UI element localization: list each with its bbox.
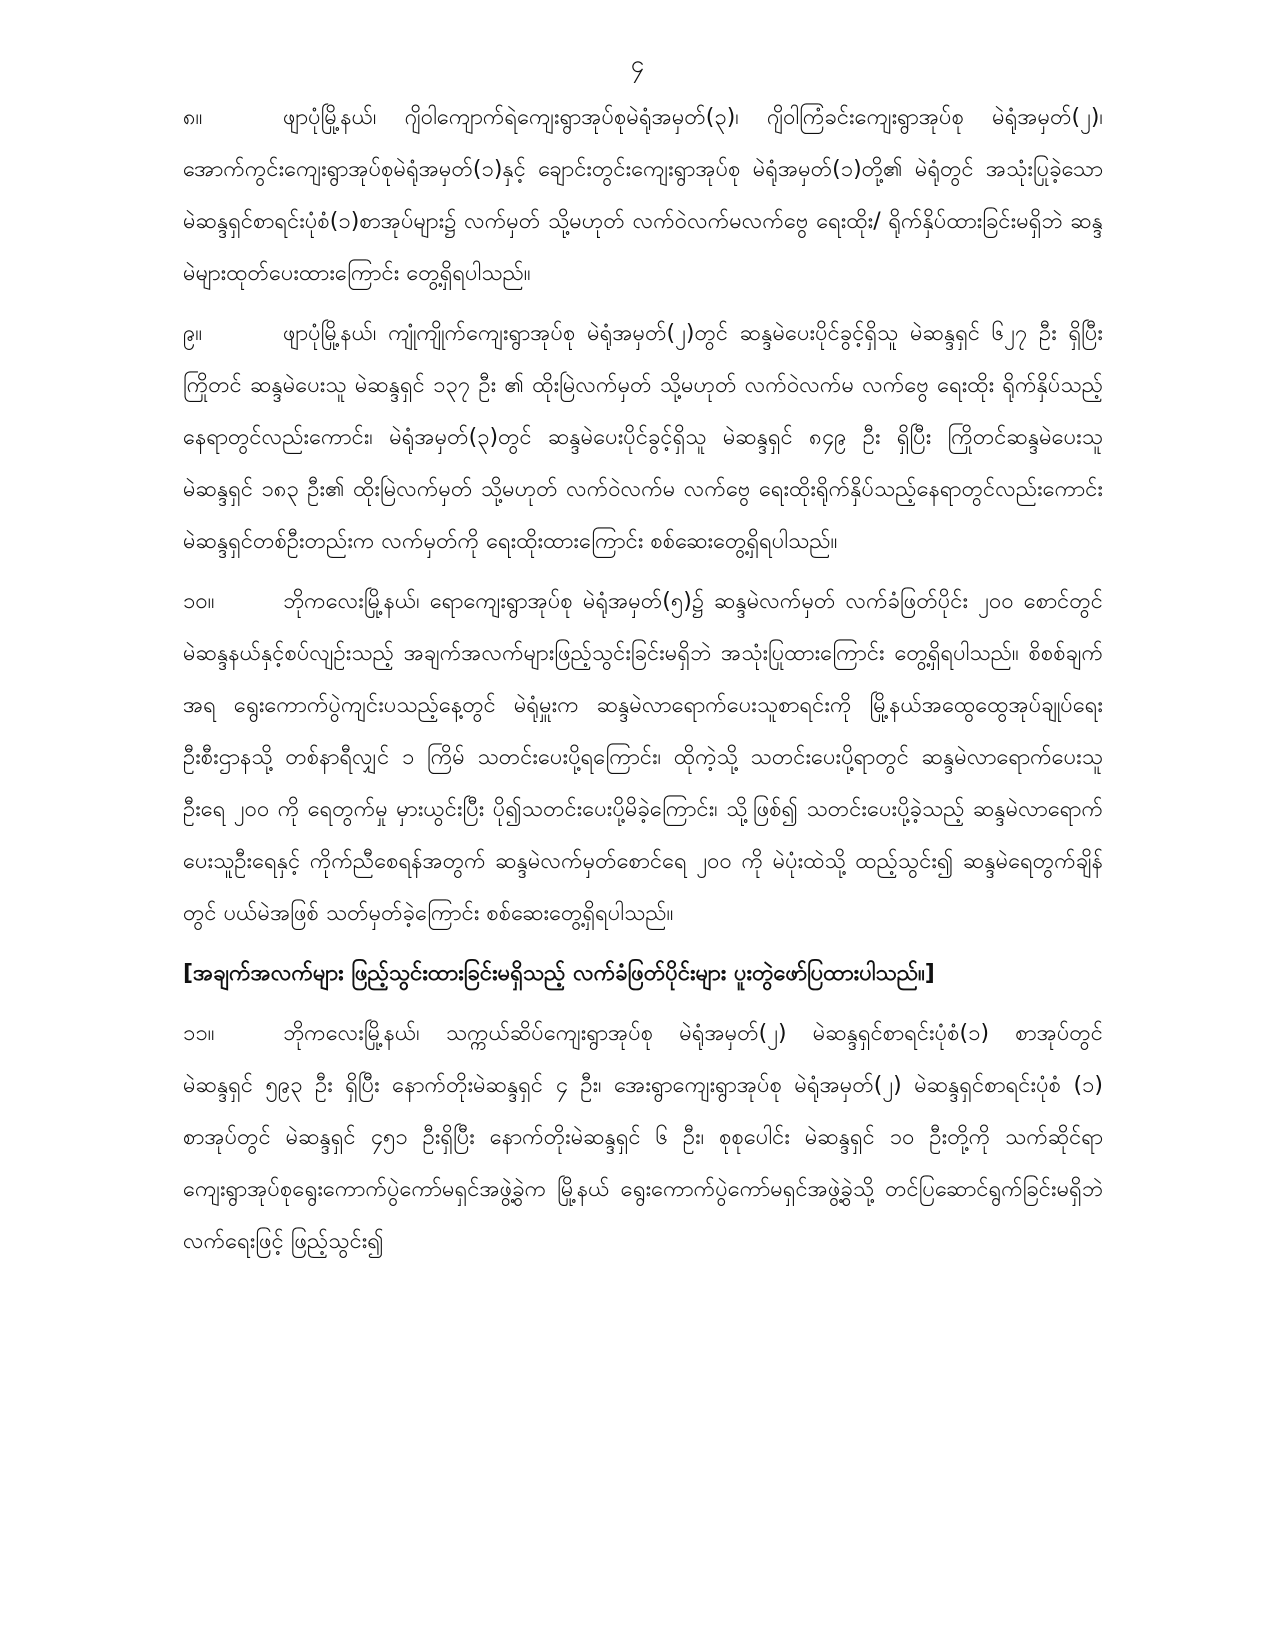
paragraph-text: ဘိုကလေးမြို့နယ်၊ ရောကျေးရွာအုပ်စု မဲရုံအမှတ်(၅)၌ ဆန္ဒမဲလက်မှတ် လက်ခံဖြတ်ပိုင်း ၂၀၀ စောင်တွင် မဲဆန္ဒနယ်နှင့်စပ်လျဉ်းသည့် အချက်အလက်များဖြည့်သွင်းခြင်းမရှိဘဲ အသုံးပြုထားကြောင်း တွေ့ရှိရပါသည်။ စိစစ်ချက်အရ ရွေးကောက်ပွဲကျင်းပသည့်နေ့တွင် မဲရုံမှူးက ဆန္ဒမဲလာရောက်ပေးသူစာရင်းကို မြို့နယ်အထွေထွေအုပ်ချုပ်ရေးဦးစီးဌာနသို့ တစ်နာရီလျှင် ၁ ကြိမ် သတင်းပေးပို့ရကြောင်း၊ ထိုကဲ့သို့ သတင်းပေးပို့ရာတွင် ဆန္ဒမဲလာရောက်ပေးသူ ဦးရေ ၂၀၀ ကို ရေတွက်မှု မှားယွင်းပြီး ပို၍သတင်းပေးပို့မိခဲ့ကြောင်း၊ သို့ဖြစ်၍ သတင်းပေးပို့ခဲ့သည့် ဆန္ဒမဲလာရောက်ပေးသူဦးရေနှင့် ကိုက်ညီစေရန်အတွက် ဆန္ဒမဲလက်မှတ်စောင်ရေ ၂၀၀ ကို မဲပုံးထဲသို့ ထည့်သွင်း၍ ဆန္ဒမဲရေတွက်ချိန်တွင် ပယ်မဲအဖြစ် သတ်မှတ်ခဲ့ကြောင်း စစ်ဆေးတွေ့ရှိရပါသည်။	[183, 589, 1103, 926]
paragraph-number: ၁၀။	[183, 589, 215, 614]
paragraph-text: ဖျာပုံမြို့နယ်၊ ကျုံကျိုက်ကျေးရွာအုပ်စု မဲရုံအမှတ်(၂)တွင် ဆန္ဒမဲပေးပိုင်ခွင့်ရှိသူ မဲဆန္ဒရှင် ၆၂၇ ဦး ရှိပြီး ကြိုတင် ဆန္ဒမဲပေးသူ မဲဆန္ဒရှင် ၁၃၇ ဦး ၏ ထိုးမြဲလက်မှတ် သို့မဟုတ် လက်ဝဲလက်မ လက်ဗွေ ရေးထိုး ရိုက်နှိပ်သည့်နေရာတွင်လည်းကောင်း၊ မဲရုံအမှတ်(၃)တွင် ဆန္ဒမဲပေးပိုင်ခွင့်ရှိသူ မဲဆန္ဒရှင် ၈၄၉ ဦး ရှိပြီး ကြိုတင်ဆန္ဒမဲပေးသူ မဲဆန္ဒရှင် ၁၈၃ ဦး၏ ထိုးမြဲလက်မှတ် သို့မဟုတ် လက်ဝဲလက်မ လက်ဗွေ ရေးထိုးရိုက်နှိပ်သည့်နေရာတွင်လည်းကောင်း မဲဆန္ဒရှင်တစ်ဦးတည်းက လက်မှတ်ကို ရေးထိုးထားကြောင်း စစ်ဆေးတွေ့ရှိရပါသည်။	[183, 321, 1103, 554]
paragraph-number: ၈။	[183, 105, 203, 130]
document-body	[183, 92, 1103, 1276]
paragraph-9	[183, 308, 1103, 568]
paragraph-11	[183, 1008, 1103, 1268]
paragraph-8	[183, 92, 1103, 300]
paragraph-number: ၁၁။	[183, 1021, 215, 1046]
paragraph-text: ဘိုကလေးမြို့နယ်၊ သက္ကယ်ဆိပ်ကျေးရွာအုပ်စု မဲရုံအမှတ်(၂) မဲဆန္ဒရှင်စာရင်းပုံစံ(၁) စာအုပ်တွင် မဲဆန္ဒရှင် ၅၉၃ ဦး ရှိပြီး နောက်တိုးမဲဆန္ဒရှင် ၄ ဦး၊ အေးရွာကျေးရွာအုပ်စု မဲရုံအမှတ်(၂) မဲဆန္ဒရှင်စာရင်းပုံစံ (၁) စာအုပ်တွင် မဲဆန္ဒရှင် ၄၅၁ ဦးရှိပြီး နောက်တိုးမဲဆန္ဒရှင် ၆ ဦး၊ စုစုပေါင်း မဲဆန္ဒရှင် ၁၀ ဦးတို့ကို သက်ဆိုင်ရာ ကျေးရွာအုပ်စုရွေးကောက်ပွဲကော်မရှင်အဖွဲ့ခွဲက မြို့နယ် ရွေးကောက်ပွဲကော်မရှင်အဖွဲ့ခွဲသို့ တင်ပြဆောင်ရွက်ခြင်းမရှိဘဲ လက်ရေးဖြင့် ဖြည့်သွင်း၍	[183, 1021, 1103, 1254]
paragraph-text: ဖျာပုံမြို့နယ်၊ ဂျိဝါကျောက်ရဲကျေးရွာအုပ်စုမဲရုံအမှတ်(၃)၊ ဂျိဝါကြံခင်းကျေးရွာအုပ်စု မဲရုံအမှတ်(၂)၊ အောက်ကွင်းကျေးရွာအုပ်စုမဲရုံအမှတ်(၁)နှင့် ချောင်းတွင်းကျေးရွာအုပ်စု မဲရုံအမှတ်(၁)တို့၏ မဲရုံတွင် အသုံးပြုခဲ့သော မဲဆန္ဒရှင်စာရင်းပုံစံ(၁)စာအုပ်များ၌ လက်မှတ် သို့မဟုတ် လက်ဝဲလက်မလက်ဗွေ ရေးထိုး/ ရိုက်နှိပ်ထားခြင်းမရှိဘဲ ဆန္ဒမဲများထုတ်ပေးထားကြောင်း တွေ့ရှိရပါသည်။	[183, 105, 1103, 286]
page-number: ၄	[630, 50, 645, 78]
attachment-note: [အချက်အလက်များ ဖြည့်သွင်းထားခြင်းမရှိသည့် လက်ခံဖြတ်ပိုင်းများ ပူးတွဲဖော်ပြထားပါသည်။]	[183, 961, 935, 986]
paragraph-number: ၉။	[183, 321, 203, 346]
paragraph-10	[183, 576, 1103, 940]
